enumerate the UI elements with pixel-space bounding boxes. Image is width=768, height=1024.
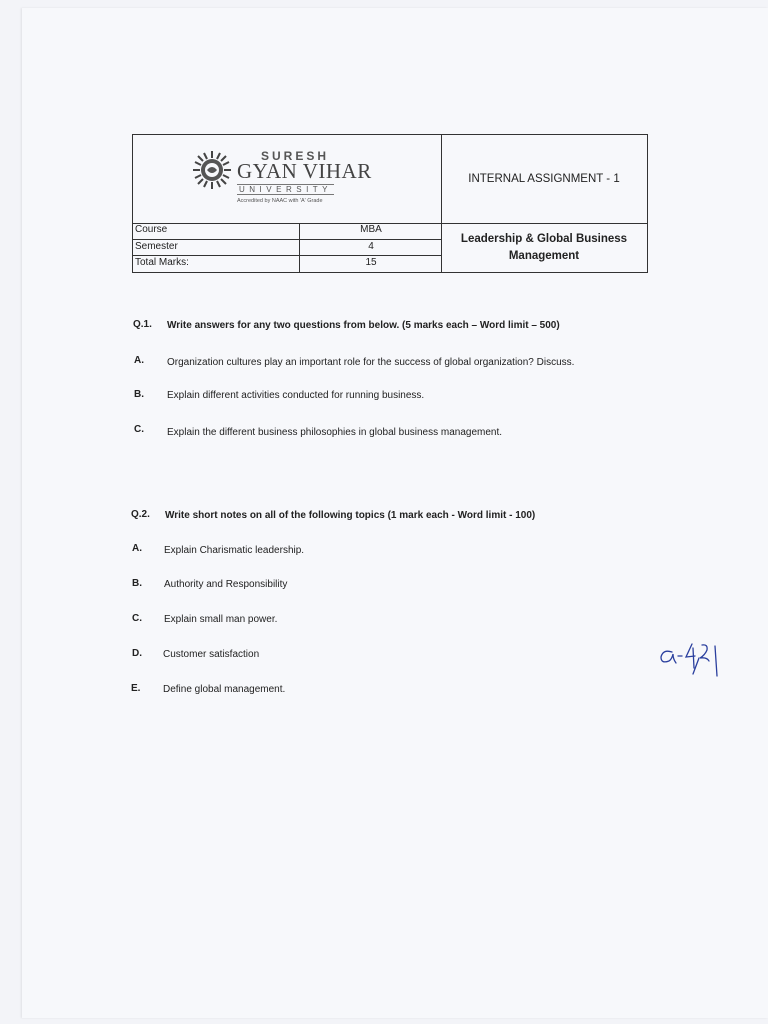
logo-text-gyan-vihar: GYAN VIHAR	[237, 159, 372, 183]
q2-item-letter: A.	[132, 543, 142, 554]
info-divider	[299, 223, 300, 239]
sun-emblem-icon	[191, 149, 233, 191]
q2-item-text: Define global management.	[163, 684, 286, 695]
university-logo	[191, 147, 391, 207]
info-label: Total Marks:	[135, 257, 189, 268]
handwritten-grade-mark	[658, 640, 728, 690]
q2-item-text: Customer satisfaction	[163, 649, 260, 660]
logo-accreditation: Accredited by NAAC with 'A' Grade	[237, 198, 323, 204]
info-row-total-marks	[133, 256, 441, 273]
info-value: 15	[365, 257, 377, 268]
q1-item-text: Explain different activities conducted for running business.	[167, 390, 425, 401]
q2-item-letter: C.	[132, 613, 142, 624]
q2-item-letter: B.	[132, 578, 142, 589]
info-label: Course	[135, 224, 168, 235]
q2-item-letter: D.	[132, 648, 142, 659]
header-table	[132, 134, 648, 273]
q1-prompt: Write answers for any two questions from below. (5 marks each – Word limit – 500)	[167, 320, 560, 331]
logo-text-suresh: SURESH	[261, 149, 330, 163]
assignment-title: INTERNAL ASSIGNMENT - 1	[468, 173, 620, 185]
subject-title: Leadership & Global Business Management	[460, 232, 628, 262]
info-divider	[299, 256, 300, 273]
info-row-semester	[133, 240, 441, 257]
q2-number: Q.2.	[131, 509, 150, 520]
info-divider	[299, 240, 300, 256]
info-value: 4	[368, 240, 374, 252]
q2-prompt: Write short notes on all of the following topics (1 mark each - Word limit - 100)	[165, 510, 536, 521]
q1-number: Q.1.	[133, 319, 152, 330]
q1-item-text: Explain the different business philosophies in global business management.	[167, 427, 503, 438]
q1-item-letter: A.	[134, 355, 144, 366]
logo-text-university: UNIVERSITY	[239, 185, 333, 194]
info-label: Semester	[135, 240, 178, 252]
info-value: MBA	[360, 224, 382, 235]
q2-item-letter: E.	[131, 683, 141, 694]
info-row-course	[133, 223, 441, 240]
q2-item-text: Explain small man power.	[164, 614, 278, 625]
q1-item-letter: C.	[134, 424, 144, 435]
q2-item-text: Explain Charismatic leadership.	[164, 545, 305, 556]
q1-item-text: Organization cultures play an important role for the success of global organization? Discuss.	[167, 357, 575, 368]
q2-item-text: Authority and Responsibility	[164, 579, 288, 590]
course-info-table	[133, 223, 441, 273]
q1-item-letter: B.	[134, 389, 144, 400]
